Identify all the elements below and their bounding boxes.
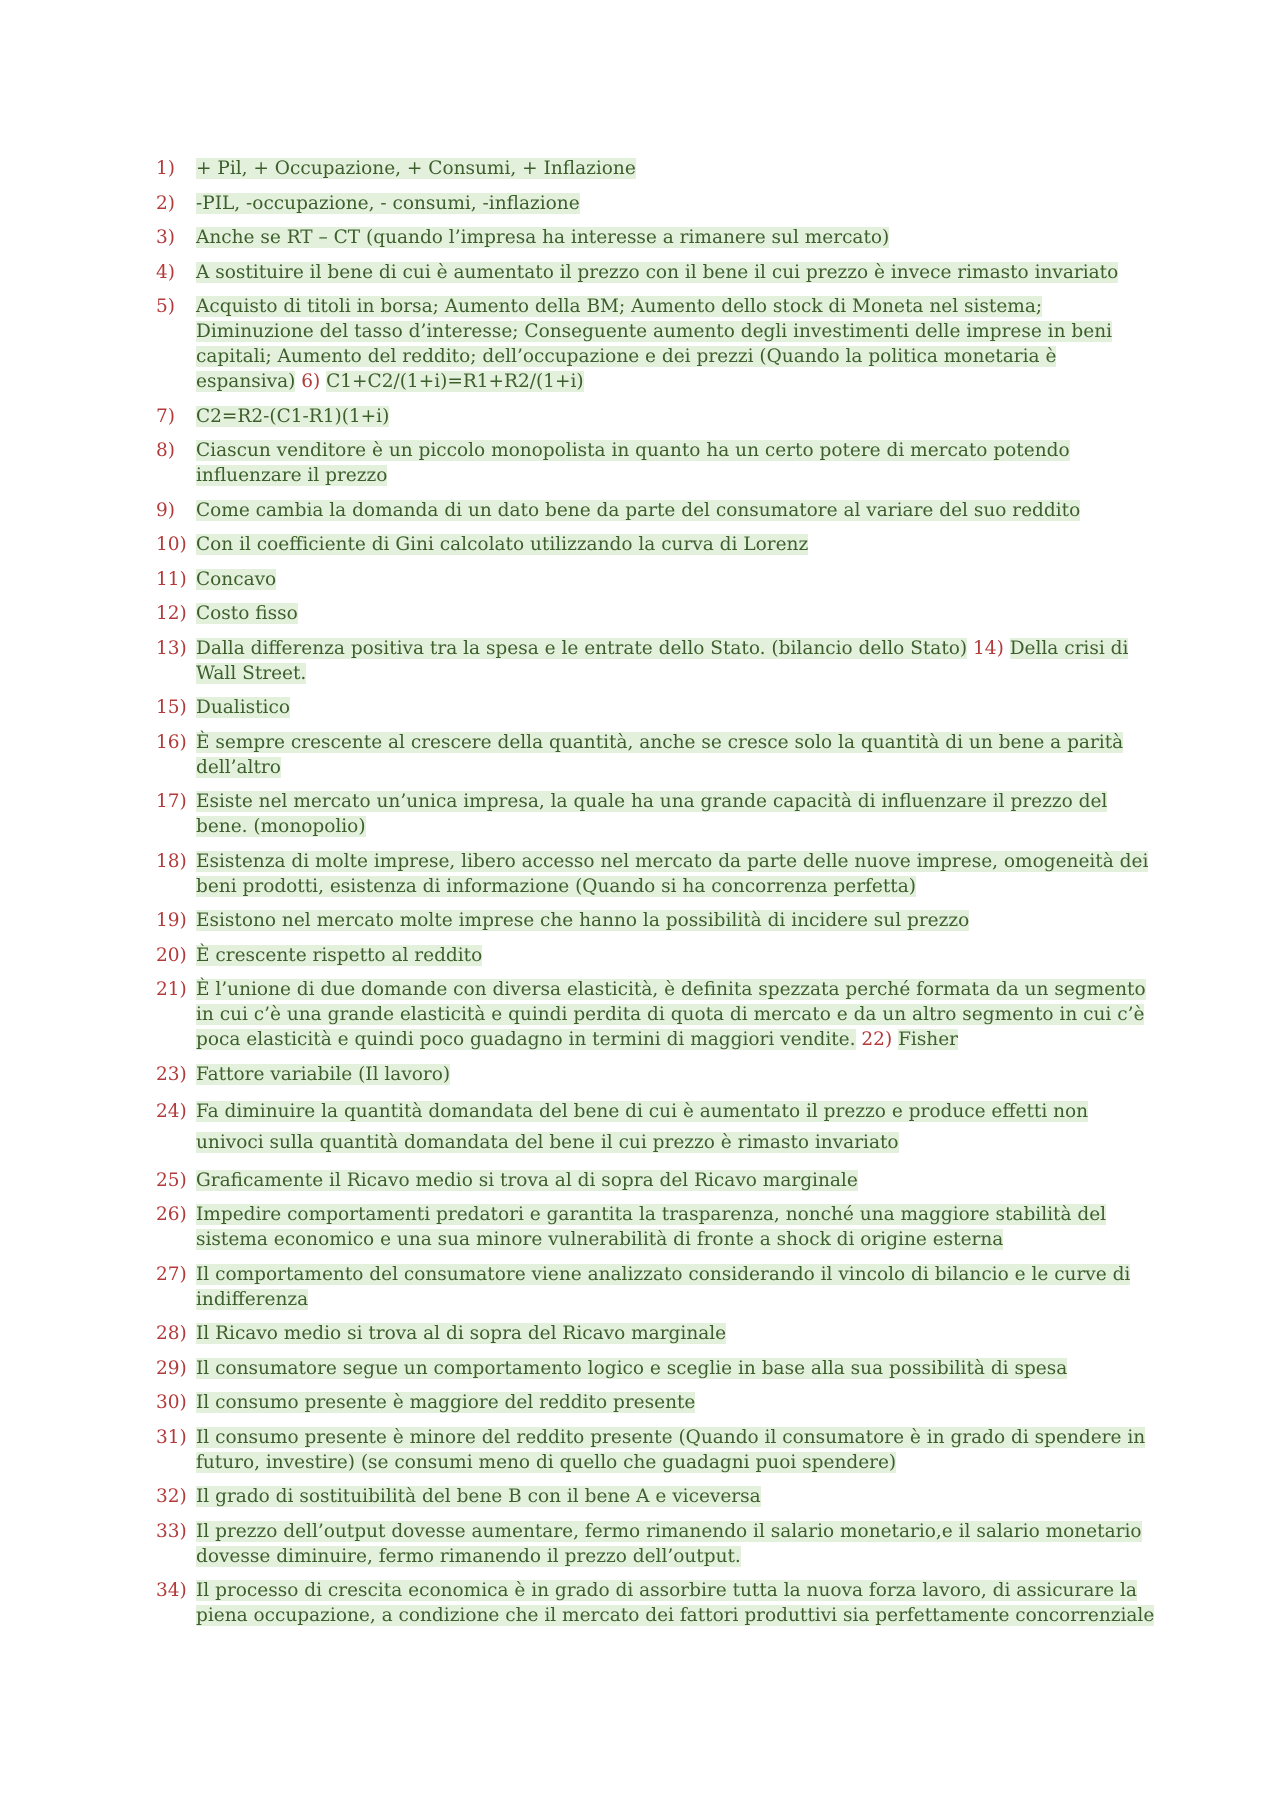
list-item [156, 532, 1156, 557]
item-text: Il comportamento del consumatore viene analizzato considerando il vincolo di bilancio e le curve di indifferenza [196, 1263, 1131, 1310]
list-item [156, 404, 1156, 429]
item-text: Con il coefficiente di Gini calcolato utilizzando la curva di Lorenz [196, 534, 809, 555]
item-number: 28) [156, 1323, 187, 1344]
inline-item-number: 22) [861, 1029, 893, 1050]
item-text: Il grado di sostituibilità del bene B con il bene A e viceversa [196, 1486, 761, 1507]
list-item [156, 294, 1156, 394]
item-text: È sempre crescente al crescere della quantità, anche se cresce solo la quantità di un bene a parità dell’altro [196, 731, 1124, 778]
list-item [156, 977, 1156, 1052]
item-text: Come cambia la domanda di un dato bene da parte del consumatore al variare del suo reddito [196, 499, 1081, 521]
item-body [196, 1062, 1156, 1087]
inline-item-number: 6) [301, 371, 321, 392]
item-number: 1) [156, 158, 175, 179]
list-item [156, 730, 1156, 780]
item-number: 7) [156, 405, 175, 427]
item-body [196, 908, 1156, 933]
item-body [196, 1425, 1156, 1475]
item-body [196, 636, 1156, 686]
item-number: 29) [156, 1357, 187, 1379]
item-body [196, 1321, 1156, 1346]
item-text: -PIL, -occupazione, - consumi, -inflazione [196, 192, 580, 214]
item-text: Graficamente il Ricavo medio si trova al di sopra del Ricavo marginale [196, 1169, 858, 1191]
item-number: 4) [156, 261, 175, 283]
item-number: 3) [156, 227, 175, 248]
item-text: È l’unione di due domande con diversa elasticità, è definita spezzata perché formata da un segmento in cui c’è una grande elasticità e quindi perdita di quota di mercato e da un altro segmento in cui c’è poca elasticità e quindi poco guadagno in termini di maggiori vendite. [196, 979, 1146, 1050]
item-number: 32) [156, 1486, 187, 1507]
list-item [156, 1578, 1156, 1628]
item-body [196, 1519, 1156, 1569]
item-text: Impedire comportamenti predatori e garantita la trasparenza, nonché una maggiore stabilità del sistema economico e una sua minore vulnerabilità di fronte a shock di origine esterna [196, 1204, 1107, 1250]
list-item [156, 1262, 1156, 1312]
item-text: Dualistico [196, 697, 290, 718]
item-number: 34) [156, 1580, 187, 1601]
item-body [196, 225, 1156, 250]
item-number: 19) [156, 910, 187, 931]
item-body [196, 1202, 1156, 1252]
item-number: 9) [156, 499, 175, 521]
item-body [196, 404, 1156, 429]
item-number: 27) [156, 1263, 187, 1285]
answer-list [156, 156, 1156, 1638]
item-body [196, 191, 1156, 216]
list-item [156, 636, 1156, 686]
item-number: 15) [156, 697, 187, 718]
item-body [196, 601, 1156, 626]
list-item [156, 567, 1156, 592]
item-body [196, 789, 1156, 839]
item-text: + Pil, + Occupazione, + Consumi, + Inflazione [196, 158, 636, 179]
inline-item-number: 14) [973, 637, 1004, 659]
item-number: 11) [156, 568, 187, 590]
item-number: 26) [156, 1204, 187, 1225]
item-text: Esistenza di molte imprese, libero accesso nel mercato da parte delle nuove imprese, omogeneità dei beni prodotti, esistenza di informazione (Quando si ha concorrenza perfetta) [196, 850, 1149, 897]
inline-item-text: Della crisi di Wall Street. [196, 637, 1129, 684]
list-item [156, 156, 1156, 181]
item-body [196, 1356, 1156, 1381]
item-number: 13) [156, 637, 187, 659]
list-item [156, 1202, 1156, 1252]
item-number: 2) [156, 192, 175, 214]
item-number: 25) [156, 1169, 187, 1191]
item-number: 10) [156, 534, 187, 555]
list-item [156, 789, 1156, 839]
list-item [156, 1519, 1156, 1569]
item-body [196, 532, 1156, 557]
list-item [156, 1484, 1156, 1509]
item-text: Costo fisso [196, 603, 298, 624]
item-body [196, 977, 1156, 1052]
item-text: Il consumatore segue un comportamento logico e sceglie in base alla sua possibilità di spesa [196, 1357, 1068, 1379]
item-text: Fa diminuire la quantità domandata del bene di cui è aumentato il prezzo e produce effetti non univoci sulla quantità domandata del bene il cui prezzo è rimasto invariato [196, 1101, 1089, 1153]
item-text: Dalla differenza positiva tra la spesa e le entrate dello Stato. (bilancio dello Stato) [196, 637, 968, 659]
item-number: 31) [156, 1426, 187, 1448]
item-text: Esiste nel mercato un’unica impresa, la quale ha una grande capacità di influenzare il prezzo del bene. (monopolio) [196, 791, 1108, 837]
item-text: Ciascun venditore è un piccolo monopolista in quanto ha un certo potere di mercato potendo influenzare il prezzo [196, 440, 1070, 486]
list-item [156, 695, 1156, 720]
item-body [196, 438, 1156, 488]
item-number: 23) [156, 1063, 187, 1085]
item-body [196, 294, 1156, 394]
item-body [196, 1096, 1156, 1158]
inline-item-text: C1+C2/(1+i)=R1+R2/(1+i) [326, 371, 584, 392]
item-body [196, 849, 1156, 899]
item-number: 5) [156, 296, 175, 317]
item-text: Il processo di crescita economica è in grado di assorbire tutta la nuova forza lavoro, di assicurare la piena occupazione, a condizione che il mercato dei fattori produttivi sia perfettamente concorrenziale [196, 1580, 1155, 1626]
item-body [196, 730, 1156, 780]
list-item [156, 191, 1156, 216]
list-item [156, 1168, 1156, 1193]
item-number: 17) [156, 791, 187, 812]
item-number: 8) [156, 440, 175, 461]
item-text: Il prezzo dell’output dovesse aumentare, fermo rimanendo il salario monetario,e il salario monetario dovesse diminuire, fermo rimanendo il prezzo dell’output. [196, 1520, 1142, 1567]
list-item [156, 1096, 1156, 1158]
list-item [156, 1425, 1156, 1475]
item-body [196, 943, 1156, 968]
item-body [196, 156, 1156, 181]
list-item [156, 438, 1156, 488]
list-item [156, 1062, 1156, 1087]
item-text: Concavo [196, 568, 277, 590]
list-item [156, 1390, 1156, 1415]
item-body [196, 695, 1156, 720]
item-number: 33) [156, 1520, 187, 1542]
list-item [156, 1321, 1156, 1346]
item-number: 18) [156, 850, 187, 872]
item-text: Esistono nel mercato molte imprese che hanno la possibilità di incidere sul prezzo [196, 910, 970, 931]
item-text: È crescente rispetto al reddito [196, 944, 483, 966]
list-item [156, 225, 1156, 250]
item-number: 20) [156, 944, 187, 966]
inline-item-text: Fisher [898, 1029, 959, 1050]
item-text: C2=R2-(C1-R1)(1+i) [196, 405, 390, 427]
item-number: 21) [156, 979, 187, 1000]
list-item [156, 943, 1156, 968]
item-text: Il consumo presente è maggiore del reddito presente [196, 1392, 696, 1413]
list-item [156, 601, 1156, 626]
item-text: Il Ricavo medio si trova al di sopra del Ricavo marginale [196, 1323, 727, 1344]
list-item [156, 498, 1156, 523]
item-body [196, 498, 1156, 523]
list-item [156, 849, 1156, 899]
item-number: 16) [156, 731, 187, 753]
item-body [196, 567, 1156, 592]
item-text: Fattore variabile (Il lavoro) [196, 1063, 451, 1085]
list-item [156, 908, 1156, 933]
item-text: Anche se RT – CT (quando l’impresa ha interesse a rimanere sul mercato) [196, 227, 890, 248]
item-text: Acquisto di titoli in borsa; Aumento della BM; Aumento dello stock di Moneta nel sistema; Diminuzione del tasso d’interesse; Conseguente aumento degli investimenti delle imprese in beni capitali; Aumento del reddito; dell’occupazione e dei prezzi (Quando la politica monetaria è espansiva) [196, 296, 1113, 392]
item-body [196, 1484, 1156, 1509]
item-number: 30) [156, 1392, 187, 1413]
item-number: 12) [156, 603, 187, 624]
item-text: A sostituire il bene di cui è aumentato il prezzo con il bene il cui prezzo è invece rimasto invariato [196, 261, 1119, 283]
list-item [156, 1356, 1156, 1381]
item-body [196, 260, 1156, 285]
item-body [196, 1390, 1156, 1415]
list-item [156, 260, 1156, 285]
item-text: Il consumo presente è minore del reddito presente (Quando il consumatore è in grado di spendere in futuro, investire) (se consumi meno di quello che guadagni puoi spendere) [196, 1426, 1146, 1473]
item-number: 24) [156, 1101, 187, 1122]
item-body [196, 1262, 1156, 1312]
item-body [196, 1168, 1156, 1193]
item-body [196, 1578, 1156, 1628]
